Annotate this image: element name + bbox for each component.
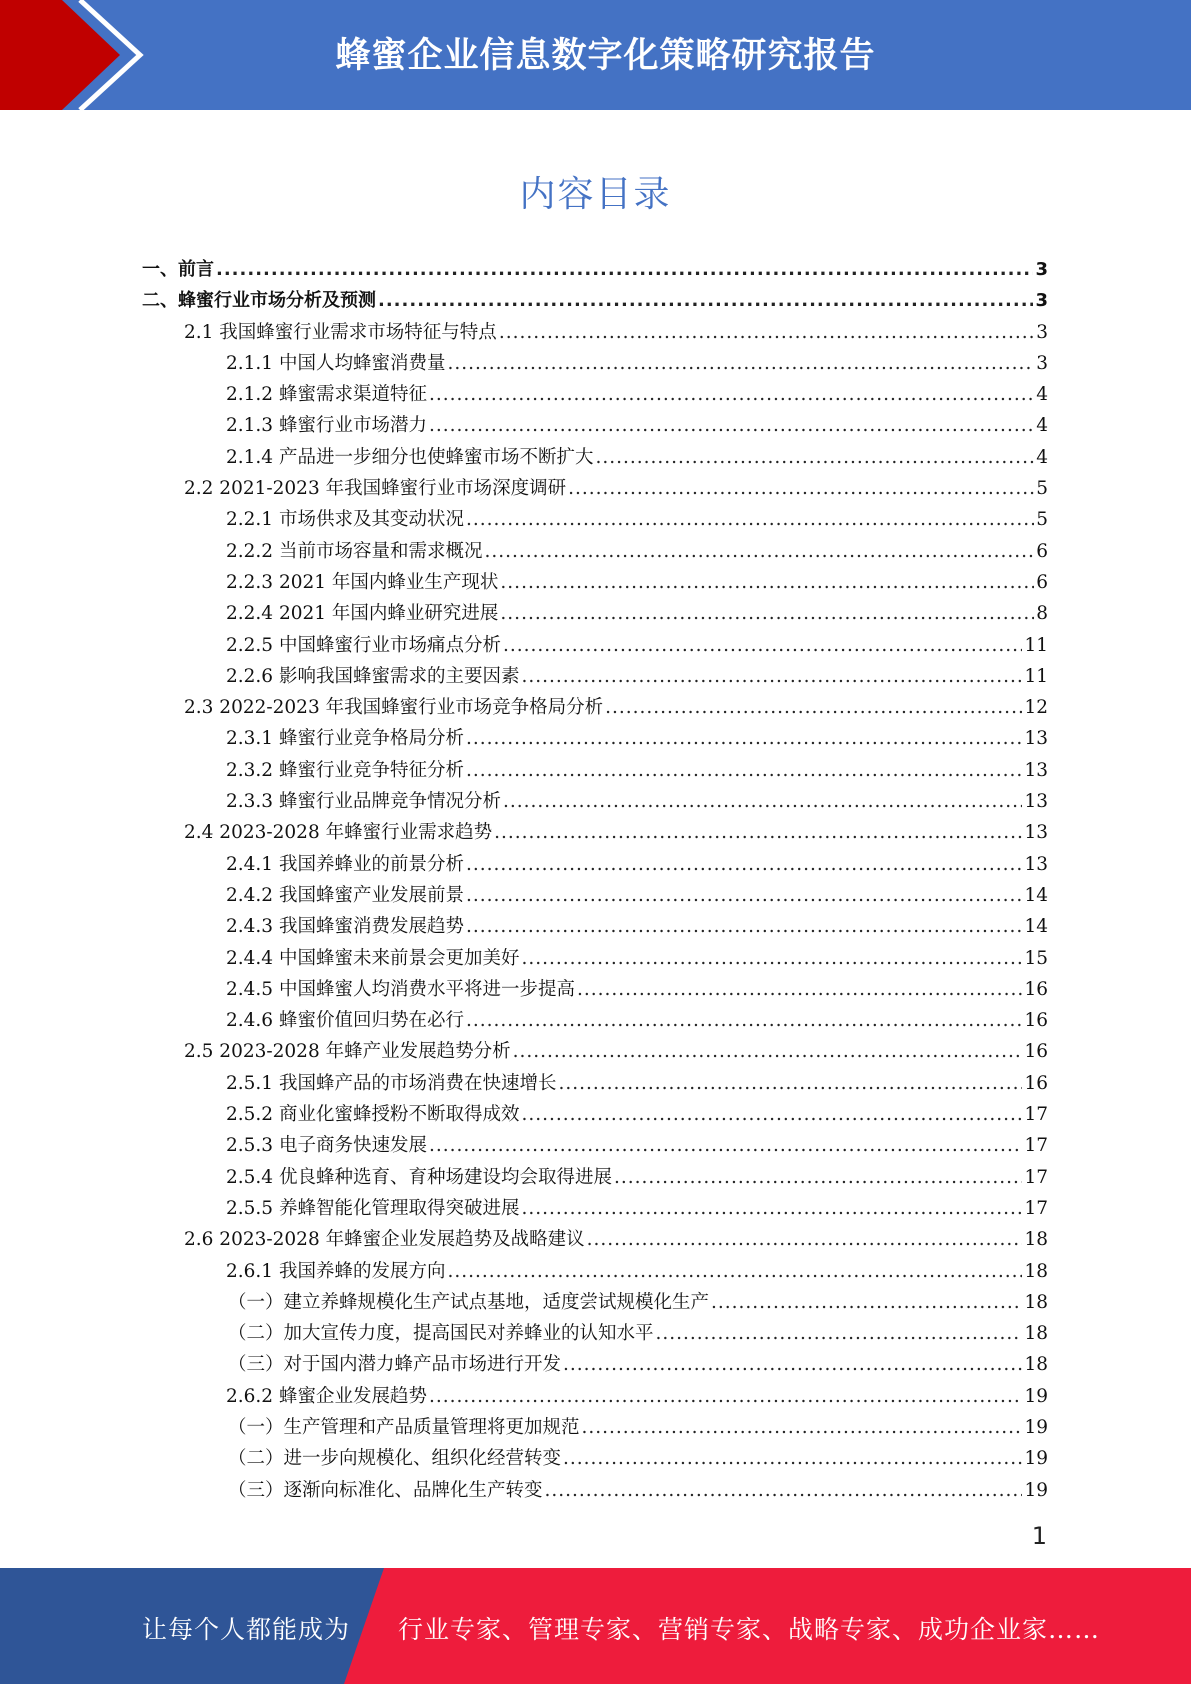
toc-entry-page: 14	[1024, 884, 1048, 906]
toc-entry-page: 19	[1024, 1385, 1048, 1407]
toc-leader-dots	[582, 1412, 1023, 1443]
toc-entry[interactable]	[0, 1475, 1191, 1506]
toc-leader-dots	[447, 1256, 1022, 1287]
toc-entry-page: 3	[1036, 321, 1048, 343]
toc-leader-dots	[466, 723, 1022, 754]
toc-entry-page: 13	[1024, 822, 1048, 844]
toc-entry[interactable]	[0, 1162, 1191, 1193]
toc-leader-dots	[378, 285, 1033, 316]
toc-entry-page: 17	[1024, 1135, 1048, 1157]
toc-entry-title: 2.4.6 蜂蜜价值回归势在必行	[226, 1010, 464, 1032]
toc-entry-title: 2.3.2 蜂蜜行业竞争特征分析	[226, 759, 464, 781]
toc-leader-dots	[500, 567, 1034, 598]
toc-entry-title: 2.2.6 影响我国蜂蜜需求的主要因素	[226, 665, 520, 687]
toc-entry-title: （一）建立养蜂规模化生产试点基地，适度尝试规模化生产	[228, 1291, 710, 1313]
toc-entry[interactable]	[0, 317, 1191, 348]
report-header	[0, 0, 1191, 110]
toc-leader-dots	[429, 1381, 1022, 1412]
toc-entry[interactable]	[0, 1099, 1191, 1130]
toc-entry-page: 16	[1024, 1072, 1048, 1094]
toc-entry-page: 4	[1036, 446, 1048, 468]
toc-entry-title: 2.6.1 我国养蜂的发展方向	[226, 1260, 446, 1282]
toc-entry-page: 17	[1024, 1166, 1048, 1188]
toc-entry-title: （二）加大宣传力度，提高国民对养蜂业的认知水平	[228, 1323, 654, 1345]
toc-entry[interactable]	[0, 1318, 1191, 1349]
toc-leader-dots	[500, 598, 1034, 629]
toc-entry-page: 11	[1024, 665, 1048, 687]
toc-entry[interactable]	[0, 536, 1191, 567]
toc-entry[interactable]	[0, 630, 1191, 661]
toc-entry-page: 16	[1024, 1041, 1048, 1063]
toc-entry[interactable]	[0, 442, 1191, 473]
toc-entry-title: 2.6.2 蜂蜜企业发展趋势	[226, 1385, 427, 1407]
toc-leader-dots	[494, 817, 1022, 848]
toc-entry-title: 2.4.3 我国蜂蜜消费发展趋势	[226, 916, 464, 938]
toc-entry[interactable]	[0, 567, 1191, 598]
toc-entry-title: 2.5.2 商业化蜜蜂授粉不断取得成效	[226, 1104, 520, 1126]
toc-entry-title: 2.1.1 中国人均蜂蜜消费量	[226, 352, 446, 374]
toc-entry-title: 2.5.4 优良蜂种选育、育种场建设均会取得进展	[226, 1166, 612, 1188]
toc-leader-dots	[513, 1036, 1023, 1067]
toc-leader-dots	[499, 317, 1034, 348]
toc-entry-page: 3	[1035, 259, 1048, 280]
toc-entry-page: 5	[1036, 478, 1048, 500]
toc-leader-dots	[521, 943, 1022, 974]
toc-entry[interactable]	[0, 285, 1191, 316]
toc-entry-title: 2.2.5 中国蜂蜜行业市场痛点分析	[226, 634, 501, 656]
table-of-contents	[0, 254, 1191, 1506]
toc-entry-page: 13	[1024, 791, 1048, 813]
toc-entry[interactable]	[0, 1224, 1191, 1255]
toc-leader-dots	[429, 379, 1034, 410]
toc-entry-title: 2.3.3 蜂蜜行业品牌竞争情况分析	[226, 791, 501, 813]
toc-entry[interactable]	[0, 849, 1191, 880]
toc-leader-dots	[466, 849, 1022, 880]
toc-leader-dots	[447, 348, 1034, 379]
toc-entry-page: 17	[1024, 1197, 1048, 1219]
toc-entry-page: 8	[1036, 603, 1048, 625]
toc-leader-dots	[605, 692, 1022, 723]
toc-entry[interactable]	[0, 1349, 1191, 1380]
toc-entry[interactable]	[0, 1193, 1191, 1224]
toc-entry-title: 2.2 2021-2023 年我国蜂蜜行业市场深度调研	[184, 478, 567, 500]
toc-entry[interactable]	[0, 943, 1191, 974]
toc-leader-dots	[711, 1287, 1022, 1318]
toc-entry-title: 2.4 2023-2028 年蜂蜜行业需求趋势	[184, 822, 493, 844]
toc-entry-title: （二）进一步向规模化、组织化经营转变	[228, 1448, 562, 1470]
toc-entry-page: 18	[1024, 1323, 1048, 1345]
toc-entry-page: 15	[1024, 947, 1048, 969]
toc-entry-page: 18	[1024, 1291, 1048, 1313]
toc-entry-title: 二、蜂蜜行业市场分析及预测	[142, 290, 376, 312]
toc-entry[interactable]	[0, 1443, 1191, 1474]
toc-entry-page: 3	[1036, 352, 1048, 374]
toc-entry-page: 3	[1035, 290, 1048, 312]
toc-title: 内容目录	[519, 174, 672, 215]
toc-entry[interactable]	[0, 1036, 1191, 1067]
toc-entry-page: 6	[1036, 540, 1048, 562]
toc-entry[interactable]	[0, 880, 1191, 911]
toc-entry-title: 2.6 2023-2028 年蜂蜜企业发展趋势及战略建议	[184, 1229, 585, 1251]
toc-leader-dots	[595, 442, 1034, 473]
toc-entry-page: 18	[1024, 1229, 1048, 1251]
toc-entry[interactable]	[0, 723, 1191, 754]
toc-leader-dots	[503, 786, 1022, 817]
toc-entry[interactable]	[0, 661, 1191, 692]
toc-leader-dots	[521, 661, 1022, 692]
toc-entry-title: 2.2.1 市场供求及其变动状况	[226, 509, 464, 531]
toc-entry-page: 19	[1024, 1479, 1048, 1501]
toc-entry-page: 13	[1024, 728, 1048, 750]
toc-leader-dots	[545, 1475, 1023, 1506]
toc-leader-dots	[503, 630, 1022, 661]
toc-entry-page: 4	[1036, 415, 1048, 437]
toc-entry-page: 18	[1024, 1354, 1048, 1376]
toc-leader-dots	[614, 1162, 1022, 1193]
toc-leader-dots	[484, 536, 1034, 567]
toc-entry[interactable]	[0, 1256, 1191, 1287]
toc-entry-title: 2.5.1 我国蜂产品的市场消费在快速增长	[226, 1072, 557, 1094]
page-number: 1	[1031, 1522, 1047, 1550]
toc-entry-title: 2.5.5 养蜂智能化管理取得突破进展	[226, 1197, 520, 1219]
toc-entry-title: 2.2.4 2021 年国内蜂业研究进展	[226, 603, 499, 625]
toc-leader-dots	[656, 1318, 1023, 1349]
toc-leader-dots	[429, 410, 1034, 441]
toc-entry-title: 2.4.5 中国蜂蜜人均消费水平将进一步提高	[226, 978, 575, 1000]
toc-entry[interactable]	[0, 1130, 1191, 1161]
toc-leader-dots	[429, 1130, 1022, 1161]
toc-entry-page: 14	[1024, 916, 1048, 938]
toc-entry[interactable]	[0, 1381, 1191, 1412]
toc-leader-dots	[563, 1443, 1022, 1474]
toc-entry-page: 16	[1024, 978, 1048, 1000]
toc-entry-title: 2.3 2022-2023 年我国蜂蜜行业市场竞争格局分析	[184, 697, 604, 719]
toc-entry-title: 2.1.3 蜂蜜行业市场潜力	[226, 415, 427, 437]
toc-entry-page: 5	[1036, 509, 1048, 531]
toc-entry-page: 12	[1024, 697, 1048, 719]
toc-entry-title: （三）对于国内潜力蜂产品市场进行开发	[228, 1354, 562, 1376]
toc-entry[interactable]	[0, 348, 1191, 379]
toc-entry-title: 2.1 我国蜂蜜行业需求市场特征与特点	[184, 321, 497, 343]
toc-entry[interactable]	[0, 755, 1191, 786]
toc-entry-title: （一）生产管理和产品质量管理将更加规范	[228, 1416, 580, 1438]
toc-entry-page: 13	[1024, 853, 1048, 875]
toc-entry-page: 4	[1036, 384, 1048, 406]
toc-entry[interactable]	[0, 410, 1191, 441]
toc-entry[interactable]	[0, 974, 1191, 1005]
toc-leader-dots	[558, 1068, 1022, 1099]
toc-entry[interactable]	[0, 786, 1191, 817]
toc-entry[interactable]	[0, 1005, 1191, 1036]
toc-entry-title: 一、前言	[142, 259, 214, 280]
toc-leader-dots	[466, 1005, 1022, 1036]
toc-entry[interactable]	[0, 1287, 1191, 1318]
toc-entry-title: 2.4.2 我国蜂蜜产业发展前景	[226, 884, 464, 906]
toc-entry[interactable]	[0, 379, 1191, 410]
toc-leader-dots	[466, 880, 1022, 911]
toc-leader-dots	[466, 911, 1022, 942]
toc-leader-dots	[587, 1224, 1023, 1255]
toc-leader-dots	[521, 1193, 1022, 1224]
toc-entry-page: 13	[1024, 759, 1048, 781]
report-footer	[0, 1568, 1191, 1684]
toc-entry-page: 19	[1024, 1416, 1048, 1438]
toc-leader-dots	[466, 504, 1034, 535]
toc-entry[interactable]	[0, 254, 1191, 285]
toc-leader-dots	[521, 1099, 1022, 1130]
toc-entry-title: 2.4.1 我国养蜂业的前景分析	[226, 853, 464, 875]
footer-slogan-right: 行业专家、管理专家、营销专家、战略专家、成功企业家……	[398, 1615, 1101, 1644]
toc-leader-dots	[216, 254, 1033, 285]
toc-leader-dots	[568, 473, 1034, 504]
toc-entry-page: 17	[1024, 1104, 1048, 1126]
toc-entry[interactable]	[0, 1412, 1191, 1443]
toc-entry-page: 18	[1024, 1260, 1048, 1282]
toc-entry[interactable]	[0, 911, 1191, 942]
toc-entry[interactable]	[0, 1068, 1191, 1099]
toc-entry[interactable]	[0, 504, 1191, 535]
toc-entry-title: 2.2.3 2021 年国内蜂业生产现状	[226, 571, 499, 593]
toc-entry-title: 2.1.2 蜂蜜需求渠道特征	[226, 384, 427, 406]
toc-leader-dots	[577, 974, 1022, 1005]
toc-entry-page: 11	[1024, 634, 1048, 656]
toc-entry-title: 2.4.4 中国蜂蜜未来前景会更加美好	[226, 947, 520, 969]
toc-entry[interactable]	[0, 817, 1191, 848]
toc-leader-dots	[466, 755, 1022, 786]
toc-entry-title: （三）逐渐向标准化、品牌化生产转变	[228, 1479, 543, 1501]
toc-entry[interactable]	[0, 473, 1191, 504]
toc-leader-dots	[563, 1349, 1022, 1380]
toc-entry-page: 16	[1024, 1010, 1048, 1032]
toc-entry-title: 2.5.3 电子商务快速发展	[226, 1135, 427, 1157]
toc-entry-title: 2.2.2 当前市场容量和需求概况	[226, 540, 483, 562]
toc-entry-title: 2.5 2023-2028 年蜂产业发展趋势分析	[184, 1041, 511, 1063]
toc-entry-title: 2.1.4 产品进一步细分也使蜂蜜市场不断扩大	[226, 446, 594, 468]
toc-entry-page: 6	[1036, 571, 1048, 593]
report-title: 蜂蜜企业信息数字化策略研究报告	[335, 36, 876, 76]
toc-entry[interactable]	[0, 692, 1191, 723]
toc-entry[interactable]	[0, 598, 1191, 629]
toc-entry-page: 19	[1024, 1448, 1048, 1470]
footer-slogan-left: 让每个人都能成为	[142, 1615, 351, 1644]
toc-entry-title: 2.3.1 蜂蜜行业竞争格局分析	[226, 728, 464, 750]
